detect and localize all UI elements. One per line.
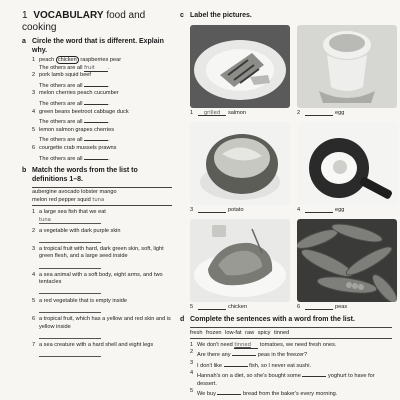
- sentence-item: [190, 388, 392, 398]
- definition-body: [39, 272, 172, 294]
- item-number: 1: [190, 342, 194, 348]
- section-instruction: Circle the word that is different. Explain why.: [32, 38, 164, 54]
- section-b-heading: [22, 167, 172, 184]
- section-a-list: [32, 57, 172, 163]
- answer-blank: [224, 360, 248, 367]
- item-number: 4: [32, 108, 36, 115]
- caption-3: [190, 205, 290, 219]
- word: beef: [80, 72, 91, 79]
- others-line: The others are all .: [32, 153, 172, 164]
- answer-blank: [217, 388, 241, 395]
- sentence-body: [197, 388, 337, 398]
- sentence-body: [197, 370, 392, 388]
- photo-cell-2: [297, 25, 397, 122]
- photo-cell-4: [297, 122, 397, 219]
- section-d-heading: [180, 316, 392, 325]
- section-instruction: Match the words from the list to definitions 1–8.: [32, 167, 138, 183]
- photo-cell-1: [190, 25, 290, 122]
- right-column: [180, 10, 392, 398]
- caption-word: peas: [335, 303, 348, 310]
- grilled-salmon-photo: [190, 25, 290, 108]
- sentence-start: I don't like: [197, 362, 223, 369]
- exercise-row: [32, 72, 172, 80]
- boiled-egg-photo: [297, 25, 397, 108]
- others-line: The others are all .: [32, 80, 172, 91]
- item-number: 4: [190, 370, 194, 377]
- definition-body: [39, 298, 172, 313]
- word-group: [39, 72, 91, 80]
- item-number: 7: [32, 342, 36, 349]
- sentence-start: We buy: [197, 391, 216, 398]
- word: pork: [39, 72, 50, 79]
- definition-body: [39, 209, 172, 224]
- word: cabbage: [93, 108, 116, 115]
- word: duck: [116, 108, 129, 115]
- sentence-start: Hannah's on a diet, so she's bought some: [197, 373, 301, 380]
- others-text: The others are all: [39, 119, 83, 126]
- sentence-start: Are there any: [197, 352, 231, 359]
- pea-pods-photo: [297, 219, 397, 302]
- answer-blank: tinned: [234, 342, 258, 349]
- item-number: 2: [190, 349, 194, 356]
- answer-blank: [302, 370, 326, 377]
- caption-word: egg: [335, 206, 345, 213]
- word-list-line: [32, 197, 172, 204]
- definition-text: a tropical fruit, which has a yellow and red skin and is yellow inside: [39, 316, 171, 330]
- photo-cell-5: [190, 219, 290, 316]
- sentence-end: fish, so I never eat sushi.: [249, 362, 312, 369]
- photo-cell-6: [297, 219, 397, 316]
- item-number: 5: [32, 297, 36, 304]
- word: cherries: [55, 90, 76, 97]
- caption-2: [297, 108, 397, 122]
- definition-body: [39, 228, 172, 243]
- others-text: The others are all: [39, 82, 83, 89]
- section-letter: d: [180, 315, 185, 323]
- word: crab: [63, 144, 75, 151]
- exercise-row: [32, 145, 172, 153]
- answer-blank: [198, 205, 226, 213]
- answer-blank: [305, 205, 333, 213]
- word: cherries: [94, 126, 114, 133]
- photo-cell-3: [190, 122, 290, 219]
- word-list-box: fresh frozen low-fat raw spicy tinned: [190, 327, 392, 339]
- definition-item: [32, 228, 172, 243]
- section-letter: a: [22, 38, 26, 45]
- answer-line: [39, 306, 101, 313]
- baked-potato-photo: [190, 122, 290, 205]
- item-number: 5: [32, 126, 36, 133]
- word: lemon: [39, 126, 55, 133]
- title-number: 1: [22, 10, 28, 21]
- item-number: 5: [190, 388, 194, 395]
- item-number: 3: [190, 359, 194, 366]
- sentence-end: yoghurt to have for dessert.: [197, 373, 375, 387]
- sentence-end: tomatoes, we need fresh ones.: [259, 342, 337, 348]
- roast-chicken-photo: [190, 219, 290, 302]
- fried-egg-photo: [297, 122, 397, 205]
- caption-word: chicken: [228, 303, 247, 310]
- answer-blank: [84, 153, 108, 160]
- definition-text: a red vegetable that is empty inside: [39, 297, 127, 304]
- item-number: 1: [32, 208, 36, 215]
- answer-blank: [305, 302, 333, 310]
- photo-grid: [190, 25, 392, 316]
- section-letter: c: [180, 12, 184, 19]
- word: raspberries: [80, 57, 109, 63]
- word: squid: [65, 72, 79, 79]
- word: salmon: [55, 126, 74, 133]
- section-instruction: Complete the sentences with a word from the list.: [190, 315, 355, 323]
- page-title: [22, 10, 172, 34]
- item-number: 2: [32, 72, 36, 79]
- answer-blank: [84, 80, 108, 87]
- definition-text: a large sea fish that we eat: [39, 208, 106, 215]
- caption-number: 6: [297, 303, 301, 310]
- section-a-heading: [22, 38, 172, 55]
- definitions-list: [32, 209, 172, 357]
- answer-blank: [84, 134, 108, 141]
- caption-word: salmon: [228, 109, 247, 116]
- sentence-start: We don't need: [197, 342, 233, 348]
- definition-item: [32, 246, 172, 268]
- word: green beans: [39, 108, 71, 115]
- sentences-list: [190, 342, 392, 398]
- others-text: The others are all: [39, 64, 83, 71]
- item-number: 1: [32, 57, 36, 63]
- caption-word: egg: [335, 109, 345, 116]
- definition-item: [32, 298, 172, 313]
- sentence-end: peas in the freezer?: [257, 352, 308, 359]
- sentence-item: [190, 349, 392, 359]
- exercise-row: [32, 57, 172, 65]
- answer-blank: grilled: [198, 108, 226, 116]
- answer-blank: [232, 349, 256, 356]
- caption-5: [190, 302, 290, 316]
- definition-text: a vegetable with dark purple skin: [39, 227, 121, 234]
- exercise-row: [32, 90, 172, 98]
- others-text: The others are all: [39, 100, 83, 107]
- answer-line: [39, 287, 101, 294]
- item-number: 3: [32, 90, 36, 97]
- definition-body: [39, 316, 172, 338]
- caption-number: 2: [297, 109, 301, 116]
- answer-blank: fruit: [84, 65, 108, 72]
- word-list-text: melon red pepper squid: [32, 196, 91, 203]
- caption-4: [297, 205, 397, 219]
- sentence-item: [190, 370, 392, 388]
- word-group: [39, 127, 114, 135]
- word: lamb: [51, 72, 64, 79]
- word: melon: [39, 90, 55, 97]
- title-rest: food and cooking: [22, 10, 146, 33]
- answer-line: [39, 262, 101, 269]
- caption-number: 3: [190, 206, 194, 213]
- word: courgette: [39, 144, 63, 151]
- others-text: The others are all: [39, 137, 83, 144]
- definition-text: a sea creature with a hard shell and eight legs: [39, 342, 154, 349]
- others-line: The others are all .: [32, 134, 172, 145]
- others-line: The others are all fruit .: [39, 64, 110, 71]
- word-group: [39, 90, 119, 98]
- word: peach: [77, 90, 93, 97]
- word-list-box: [32, 187, 172, 206]
- sentence-body: [197, 360, 311, 370]
- caption-word: potato: [228, 206, 244, 213]
- word: pear: [109, 57, 122, 63]
- caption-6: [297, 302, 397, 316]
- word-group: [39, 109, 129, 117]
- word: grapes: [75, 126, 93, 133]
- left-column: [22, 10, 172, 361]
- caption-number: 1: [190, 109, 194, 116]
- definition-text: a tropical fruit with hard, dark green skin, soft, light green flesh, and a large seed inside: [39, 246, 164, 260]
- definition-item: [32, 209, 172, 224]
- definition-item: [32, 272, 172, 294]
- definition-item: [32, 342, 172, 357]
- answer-line: [39, 236, 101, 243]
- exercise-row: [32, 109, 172, 117]
- caption-1: [190, 108, 290, 122]
- answer-line: tuna: [39, 217, 101, 224]
- word: peach: [39, 57, 55, 63]
- others-text: The others are all: [39, 155, 83, 162]
- caption-number: 4: [297, 206, 301, 213]
- word: beetroot: [71, 108, 93, 115]
- word-group: [39, 57, 121, 65]
- sentence-item: [190, 360, 392, 370]
- item-number: 4: [32, 271, 36, 278]
- word-group: [39, 145, 116, 153]
- sentence-body: [197, 342, 336, 349]
- section-instruction: Label the pictures.: [190, 12, 252, 19]
- caption-number: 5: [190, 303, 194, 310]
- word: cucumber: [94, 90, 119, 97]
- definition-body: [39, 342, 172, 357]
- item-number: 3: [32, 246, 36, 253]
- sentence-body: [197, 349, 307, 359]
- word: mussels: [76, 144, 97, 151]
- word: prawns: [98, 144, 117, 151]
- item-number: 6: [32, 144, 36, 151]
- word-list-line: aubergine avocado lobster mango: [32, 189, 117, 196]
- others-line: The others are all .: [32, 98, 172, 109]
- sentence-item: [190, 342, 392, 349]
- handwritten-mark: tuna: [92, 196, 105, 203]
- section-c-heading: [180, 12, 392, 21]
- section-letter: b: [22, 167, 27, 175]
- definition-body: [39, 246, 172, 268]
- sentence-end: bread from the baker's every morning.: [243, 391, 338, 398]
- answer-line: [39, 332, 101, 339]
- exercise-row: [32, 127, 172, 135]
- answer-blank: [305, 108, 333, 116]
- answer-blank: [84, 98, 108, 105]
- item-number: 6: [32, 316, 36, 323]
- definition-item: [32, 316, 172, 338]
- item-number: 2: [32, 227, 36, 234]
- answer-line: [39, 350, 101, 357]
- answer-blank: [198, 302, 226, 310]
- others-line: The others are all .: [32, 116, 172, 127]
- circled-word: chicken: [57, 57, 77, 63]
- answer-blank: [84, 116, 108, 123]
- definition-text: a sea animal with a soft body, eight arms, and two tentacles: [39, 271, 163, 286]
- title-bold: VOCABULARY: [33, 10, 104, 21]
